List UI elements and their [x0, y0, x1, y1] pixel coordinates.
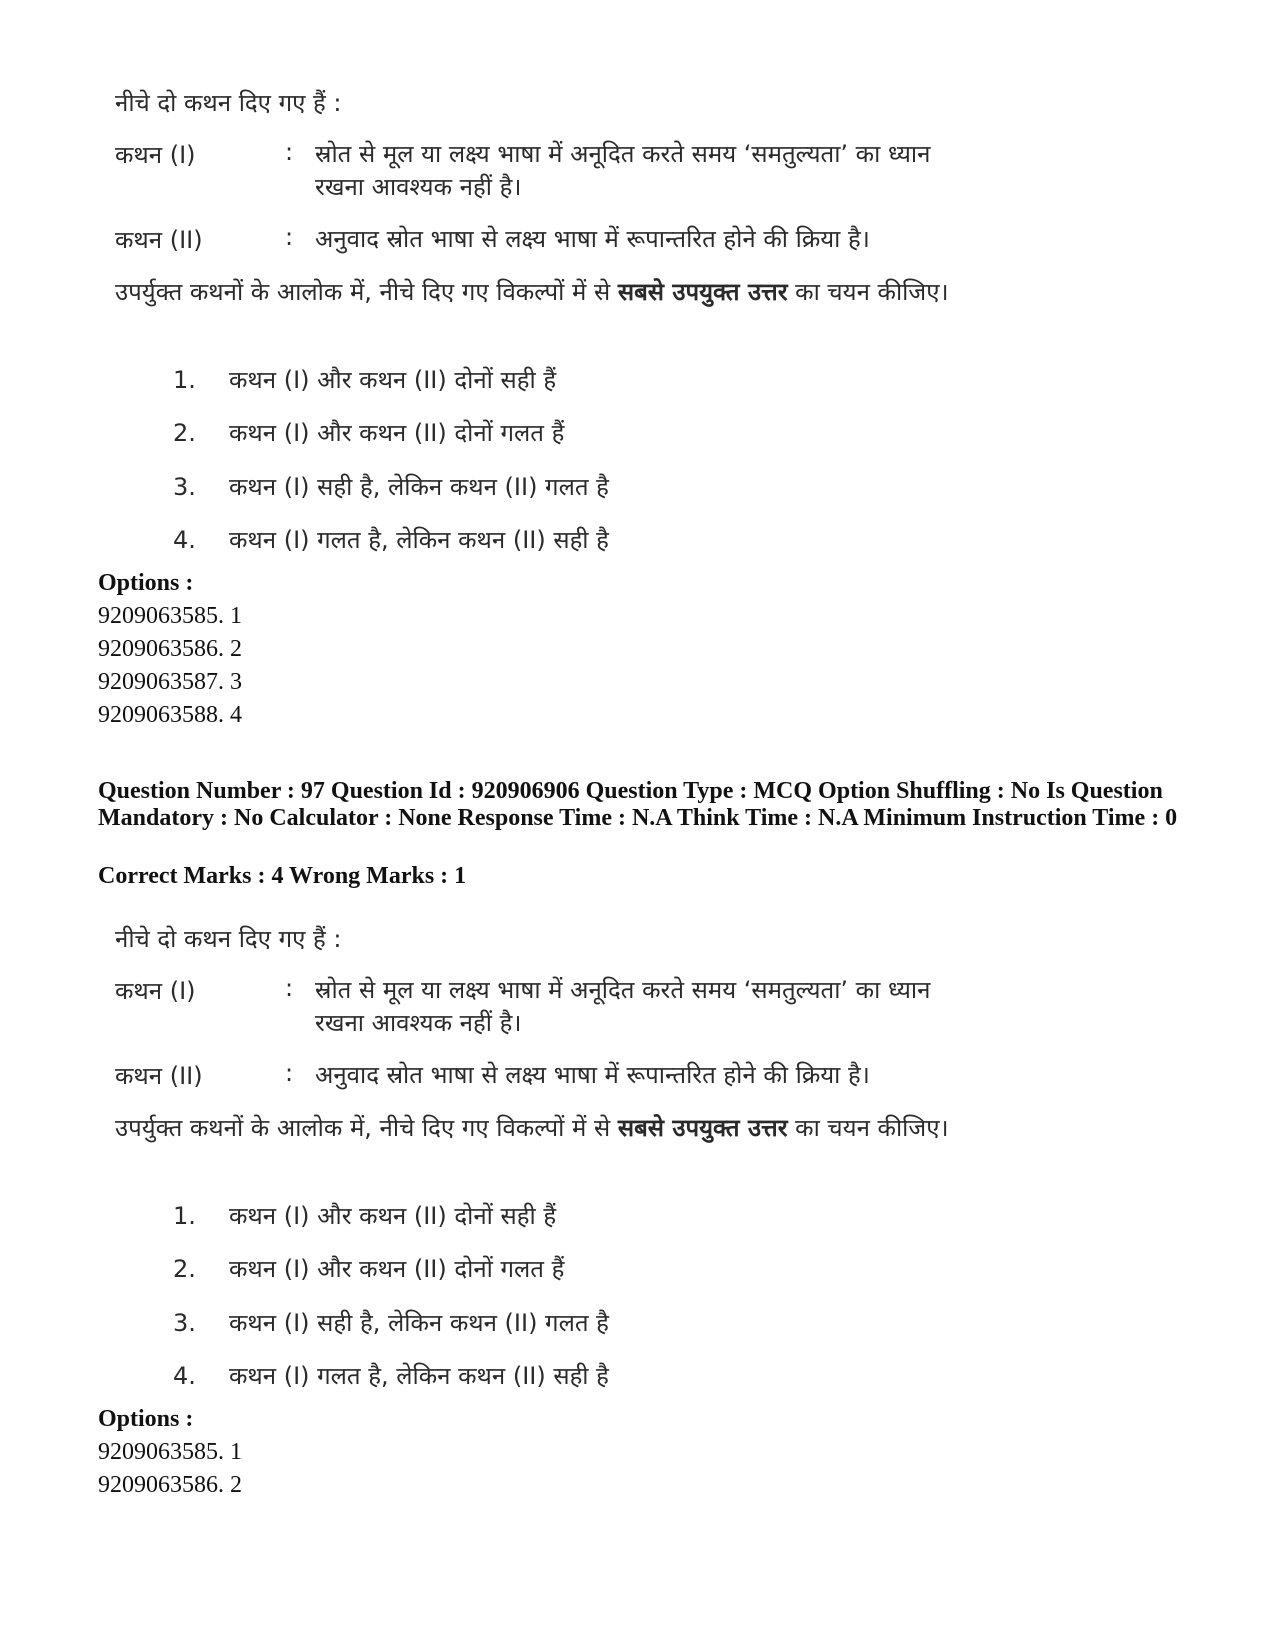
statement-colon: : [285, 974, 294, 1002]
statement-colon: : [285, 1059, 294, 1087]
statement-label: कथन (II) [115, 226, 203, 254]
instruction-pre: उपर्युक्त कथनों के आलोक में, नीचे दिए गए विकल्पों में से [115, 1114, 618, 1142]
marks-line: Correct Marks : 4 Wrong Marks : 1 [98, 863, 467, 889]
choice-text: कथन (I) और कथन (II) दोनों गलत हैं [229, 1255, 565, 1283]
choice-number: 3. [173, 473, 196, 501]
choice-1 [173, 363, 556, 396]
choice-number: 3. [173, 1309, 196, 1337]
option-line: 9209063588. 4 [98, 702, 242, 728]
choice-1 [173, 1199, 556, 1232]
option-line: 9209063585. 1 [98, 603, 242, 629]
choice-text: कथन (I) सही है, लेकिन कथन (II) गलत है [229, 473, 609, 501]
instruction-bold: सबसे उपयुक्त उत्तर [617, 1114, 788, 1142]
choice-2 [173, 1252, 564, 1285]
statement-text: स्रोत से मूल या लक्ष्य भाषा में अनूदित करते समय ‘समतुल्यता’ का ध्यान रखना आवश्यक नहीं है। [315, 140, 931, 201]
statement-colon: : [285, 223, 294, 251]
instruction-post: का चयन कीजिए। [787, 1114, 949, 1142]
options-heading: Options : [98, 1406, 194, 1432]
choice-3 [173, 470, 609, 503]
question-intro: नीचे दो कथन दिए गए हैं : [115, 89, 342, 117]
instruction-pre: उपर्युक्त कथनों के आलोक में, नीचे दिए गए विकल्पों में से [115, 278, 618, 306]
instruction-text [115, 276, 975, 308]
option-line: 9209063587. 3 [98, 669, 242, 695]
question-meta: Question Number : 97 Question Id : 920906906 Question Type : MCQ Option Shuffling : No Is Question Mandatory : No Calculator : None Response Time : N.A Think Time : N.A Minimum Instruction Time : 0 [98, 778, 1178, 831]
choice-number: 1. [173, 1202, 196, 1230]
choice-text: कथन (I) और कथन (II) दोनों सही हैं [229, 1202, 557, 1230]
statement-label: कथन (I) [115, 141, 196, 169]
choice-3 [173, 1306, 609, 1339]
choice-number: 4. [173, 1362, 196, 1390]
choice-text: कथन (I) और कथन (II) दोनों सही हैं [229, 366, 557, 394]
statement-label: कथन (I) [115, 977, 196, 1005]
instruction-bold: सबसे उपयुक्त उत्तर [617, 278, 788, 306]
choice-2 [173, 416, 564, 449]
statement-text: स्रोत से मूल या लक्ष्य भाषा में अनूदित करते समय ‘समतुल्यता’ का ध्यान रखना आवश्यक नहीं है। [315, 976, 931, 1037]
choice-text: कथन (I) और कथन (II) दोनों गलत हैं [229, 419, 565, 447]
option-line: 9209063585. 1 [98, 1439, 242, 1465]
question-intro: नीचे दो कथन दिए गए हैं : [115, 925, 342, 953]
choice-4 [173, 523, 609, 556]
option-line: 9209063586. 2 [98, 636, 242, 662]
instruction-text [115, 1112, 975, 1144]
choice-number: 1. [173, 366, 196, 394]
statement-colon: : [285, 138, 294, 166]
statement-label: कथन (II) [115, 1062, 203, 1090]
statement-text: अनुवाद स्रोत भाषा से लक्ष्य भाषा में रूपान्तरित होने की क्रिया है। [315, 1061, 870, 1089]
choice-text: कथन (I) गलत है, लेकिन कथन (II) सही है [229, 526, 609, 554]
choice-4 [173, 1359, 609, 1392]
choice-number: 2. [173, 1255, 196, 1283]
choice-text: कथन (I) सही है, लेकिन कथन (II) गलत है [229, 1309, 609, 1337]
instruction-post: का चयन कीजिए। [787, 278, 949, 306]
option-line: 9209063586. 2 [98, 1472, 242, 1498]
choice-number: 2. [173, 419, 196, 447]
choice-number: 4. [173, 526, 196, 554]
choice-text: कथन (I) गलत है, लेकिन कथन (II) सही है [229, 1362, 609, 1390]
options-heading: Options : [98, 570, 194, 596]
statement-text: अनुवाद स्रोत भाषा से लक्ष्य भाषा में रूपान्तरित होने की क्रिया है। [315, 225, 870, 253]
